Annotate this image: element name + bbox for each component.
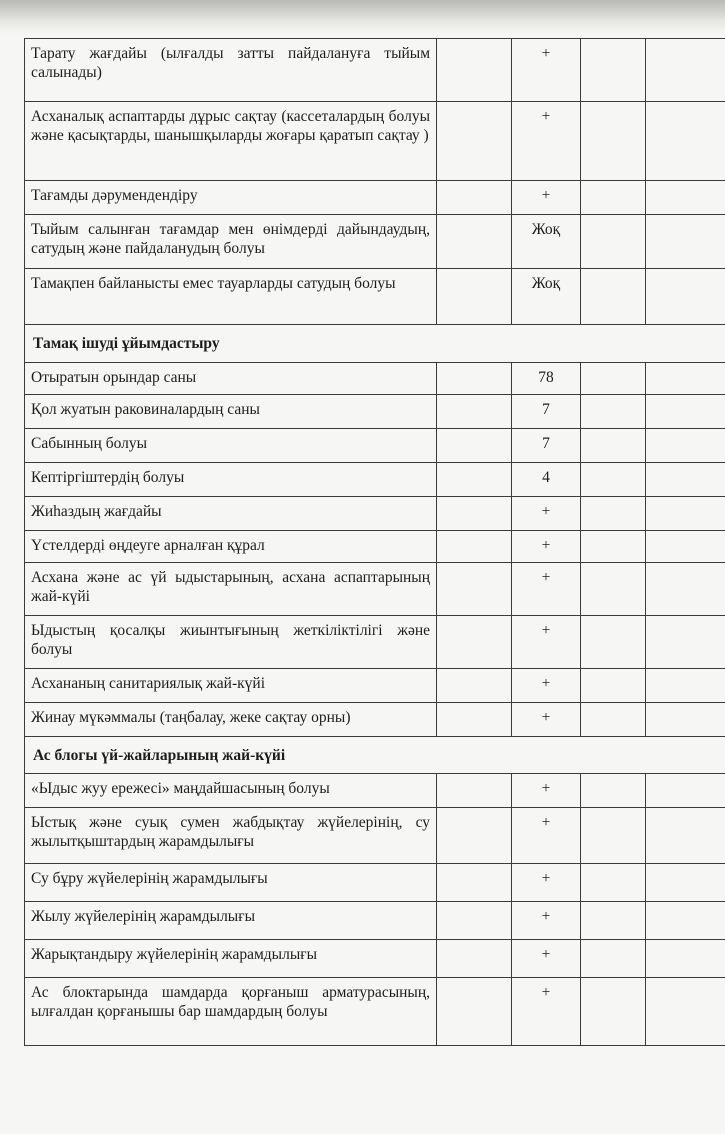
empty-cell: [646, 39, 725, 102]
empty-cell: [581, 902, 646, 940]
criterion-cell: Жарықтандыру жүйелерінің жарамдылығы: [25, 940, 437, 978]
criterion-cell: Жинау мүкәммалы (таңбалау, жеке сақтау орны): [25, 703, 437, 737]
table-row: [25, 215, 725, 269]
empty-cell: [646, 864, 725, 902]
table-row: [25, 774, 725, 808]
empty-cell: [646, 774, 725, 808]
table-row: [25, 395, 725, 429]
value-cell: +: [512, 181, 581, 215]
value-cell: +: [512, 902, 581, 940]
empty-cell: [581, 463, 646, 497]
section-row: [25, 325, 725, 363]
empty-cell: [437, 269, 512, 325]
value-cell: +: [512, 940, 581, 978]
empty-cell: [437, 902, 512, 940]
value-cell: +: [512, 669, 581, 703]
empty-cell: [646, 703, 725, 737]
empty-cell: [646, 181, 725, 215]
empty-cell: [581, 563, 646, 616]
empty-cell: [437, 429, 512, 463]
table-row: [25, 531, 725, 563]
section-heading: Ас блогы үй-жайларының жай-күйі: [25, 737, 725, 774]
table-row: [25, 563, 725, 616]
criterion-cell: Жиһаздың жағдайы: [25, 497, 437, 531]
empty-cell: [581, 940, 646, 978]
empty-cell: [437, 703, 512, 737]
table-row: [25, 497, 725, 531]
empty-cell: [437, 864, 512, 902]
empty-cell: [437, 940, 512, 978]
empty-cell: [581, 395, 646, 429]
criterion-cell: Асхана және ас үй ыдыстарының, асхана аспаптарының жай-күйі: [25, 563, 437, 616]
criterion-cell: Тыйым салынған тағамдар мен өнімдерді дайындаудың, сатудың және пайдаланудың болуы: [25, 215, 437, 269]
empty-cell: [437, 102, 512, 181]
value-cell: +: [512, 864, 581, 902]
empty-cell: [646, 215, 725, 269]
table-row: [25, 39, 725, 102]
empty-cell: [646, 395, 725, 429]
empty-cell: [581, 703, 646, 737]
empty-cell: [437, 616, 512, 669]
table-row: [25, 978, 725, 1046]
table-row: [25, 102, 725, 181]
empty-cell: [437, 215, 512, 269]
value-cell: 7: [512, 395, 581, 429]
section-heading: Тамақ ішуді ұйымдастыру: [25, 325, 725, 363]
value-cell: +: [512, 563, 581, 616]
table-row: [25, 181, 725, 215]
criterion-cell: Отыратын орындар саны: [25, 363, 437, 395]
empty-cell: [581, 531, 646, 563]
criterion-cell: Ас блоктарында шамдарда қорғаныш арматурасының, ылғалдан қорғанышы бар шамдардың болуы: [25, 978, 437, 1046]
empty-cell: [437, 395, 512, 429]
criterion-cell: Тамақпен байланысты емес тауарларды сатудың болуы: [25, 269, 437, 325]
empty-cell: [581, 669, 646, 703]
criterion-cell: Тағамды дәрумендендіру: [25, 181, 437, 215]
table-row: [25, 363, 725, 395]
table-row: [25, 616, 725, 669]
empty-cell: [646, 669, 725, 703]
empty-cell: [581, 497, 646, 531]
empty-cell: [581, 808, 646, 864]
criterion-cell: Асханалық аспаптарды дұрыс сақтау (кассеталардың болуы және қасықтарды, шанышқыларды жоғары қаратып сақтау ): [25, 102, 437, 181]
value-cell: +: [512, 531, 581, 563]
empty-cell: [581, 269, 646, 325]
value-cell: +: [512, 808, 581, 864]
value-cell: Жоқ: [512, 269, 581, 325]
criterion-cell: Асхананың санитариялық жай-күйі: [25, 669, 437, 703]
empty-cell: [581, 215, 646, 269]
value-cell: +: [512, 978, 581, 1046]
table-row: [25, 669, 725, 703]
empty-cell: [437, 808, 512, 864]
empty-cell: [437, 363, 512, 395]
table-row: [25, 808, 725, 864]
empty-cell: [581, 616, 646, 669]
empty-cell: [646, 902, 725, 940]
empty-cell: [437, 181, 512, 215]
empty-cell: [646, 269, 725, 325]
empty-cell: [646, 463, 725, 497]
value-cell: 7: [512, 429, 581, 463]
empty-cell: [437, 774, 512, 808]
section-row: [25, 737, 725, 774]
empty-cell: [646, 497, 725, 531]
table-row: [25, 940, 725, 978]
criterion-cell: Қол жуатын раковиналардың саны: [25, 395, 437, 429]
table-row: [25, 269, 725, 325]
empty-cell: [646, 563, 725, 616]
value-cell: +: [512, 39, 581, 102]
table-row: [25, 864, 725, 902]
empty-cell: [646, 940, 725, 978]
empty-cell: [437, 978, 512, 1046]
table-row: [25, 902, 725, 940]
empty-cell: [646, 363, 725, 395]
value-cell: Жоқ: [512, 215, 581, 269]
table-row: [25, 429, 725, 463]
criterion-cell: Ыдыстың қосалқы жиынтығының жеткіліктілігі және болуы: [25, 616, 437, 669]
criterion-cell: Сабынның болуы: [25, 429, 437, 463]
value-cell: +: [512, 616, 581, 669]
value-cell: +: [512, 703, 581, 737]
empty-cell: [646, 102, 725, 181]
empty-cell: [646, 616, 725, 669]
empty-cell: [581, 39, 646, 102]
empty-cell: [646, 978, 725, 1046]
empty-cell: [581, 864, 646, 902]
empty-cell: [437, 39, 512, 102]
empty-cell: [581, 363, 646, 395]
empty-cell: [437, 669, 512, 703]
empty-cell: [581, 978, 646, 1046]
table-row: [25, 703, 725, 737]
table-row: [25, 463, 725, 497]
criterion-cell: Ыстық және суық сумен жабдықтау жүйелерінің, су жылытқыштардың жарамдылығы: [25, 808, 437, 864]
empty-cell: [581, 102, 646, 181]
empty-cell: [581, 774, 646, 808]
value-cell: +: [512, 102, 581, 181]
empty-cell: [437, 531, 512, 563]
criterion-cell: Су бұру жүйелерінің жарамдылығы: [25, 864, 437, 902]
criterion-cell: Үстелдерді өңдеуге арналған құрал: [25, 531, 437, 563]
empty-cell: [646, 531, 725, 563]
criterion-cell: Тарату жағдайы (ылғалды затты пайдалануға тыйым салынады): [25, 39, 437, 102]
criterion-cell: «Ыдыс жуу ережесі» маңдайшасының болуы: [25, 774, 437, 808]
value-cell: +: [512, 774, 581, 808]
criterion-cell: Кептіргіштердің болуы: [25, 463, 437, 497]
empty-cell: [437, 497, 512, 531]
empty-cell: [437, 563, 512, 616]
empty-cell: [646, 429, 725, 463]
empty-cell: [581, 181, 646, 215]
inspection-checklist-table: [24, 38, 725, 1046]
value-cell: +: [512, 497, 581, 531]
empty-cell: [437, 463, 512, 497]
empty-cell: [581, 429, 646, 463]
value-cell: 78: [512, 363, 581, 395]
criterion-cell: Жылу жүйелерінің жарамдылығы: [25, 902, 437, 940]
empty-cell: [646, 808, 725, 864]
scan-shadow: [0, 0, 725, 34]
value-cell: 4: [512, 463, 581, 497]
